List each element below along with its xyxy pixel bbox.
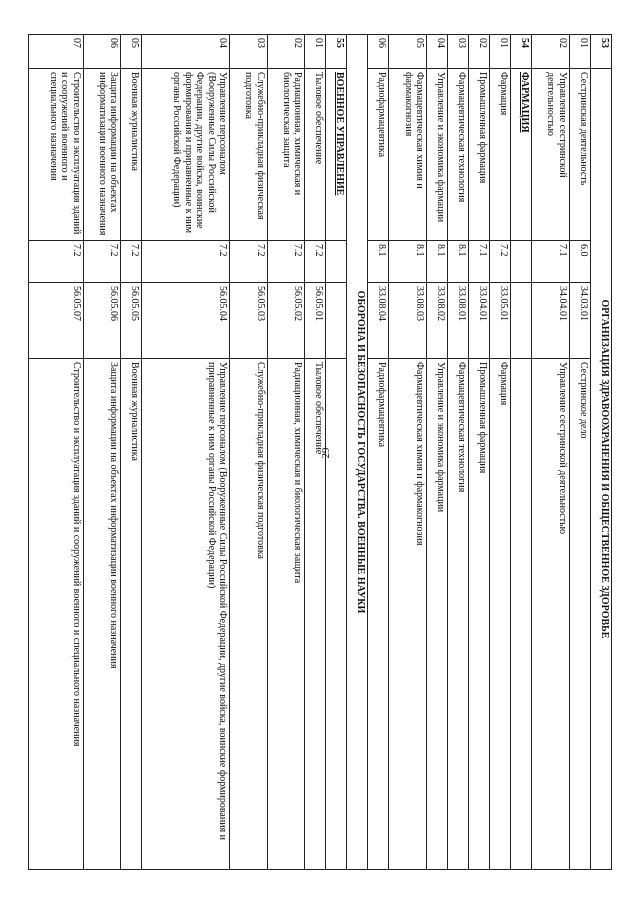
table-row xyxy=(448,35,469,870)
table-row xyxy=(142,35,230,870)
banner-row xyxy=(347,35,368,870)
section-row xyxy=(590,35,611,870)
matching-code: 33.08.03 xyxy=(389,283,427,359)
matching-name: Фармация xyxy=(490,359,511,870)
matching-name: Защита информации на объектах информатизации военного назначения xyxy=(83,359,121,870)
specialty-code: 06 xyxy=(368,35,389,69)
specialty-name: Военная журналистика xyxy=(121,69,142,241)
specialty-code: 01 xyxy=(490,35,511,69)
specialty-code: 04 xyxy=(142,35,230,69)
qualification-level: 8.1 xyxy=(368,241,389,283)
specialty-name: Управление и экономика фармации xyxy=(427,69,448,241)
specialty-name: Сестринская деятельность xyxy=(569,69,590,241)
matching-code: 33.08.04 xyxy=(368,283,389,359)
table-row xyxy=(389,35,427,870)
specialty-name: Промышленная фармация xyxy=(469,69,490,241)
specialty-name: Служебно-прикладная физическая подготовка xyxy=(230,69,268,241)
group-title: ФАРМАЦИЯ xyxy=(511,69,532,241)
matching-code: 56.05.01 xyxy=(305,283,326,359)
specialty-code: 01 xyxy=(305,35,326,69)
table-body xyxy=(29,35,612,870)
table-row xyxy=(368,35,389,870)
table-row xyxy=(267,35,305,870)
matching-code: 56.05.06 xyxy=(83,283,121,359)
matching-code: 33.08.01 xyxy=(448,283,469,359)
specialty-name: Радиофармацевтика xyxy=(368,69,389,241)
specialty-code: 03 xyxy=(230,35,268,69)
banner-title: ОБОРОНА И БЕЗОПАСНОСТЬ ГОСУДАРСТВА. ВОЕННЫЕ НАУКИ xyxy=(347,35,368,870)
specialty-name: Фармация xyxy=(490,69,511,241)
qualification-level: 8.1 xyxy=(389,241,427,283)
matching-name: Промышленная фармация xyxy=(469,359,490,870)
qualification-level: 7.2 xyxy=(490,241,511,283)
qualification-level: 7.2 xyxy=(267,241,305,283)
specialty-code: 07 xyxy=(29,35,84,69)
table-row xyxy=(230,35,268,870)
matching-code: 33.08.02 xyxy=(427,283,448,359)
specialty-code: 03 xyxy=(448,35,469,69)
specialty-name: Фармацевтическая химия и фармакогнозия xyxy=(389,69,427,241)
matching-name: Радиофармацевтика xyxy=(368,359,389,870)
group-empty-match-name xyxy=(511,359,532,870)
matching-code: 34.03.01 xyxy=(569,283,590,359)
specialty-code: 02 xyxy=(469,35,490,69)
matching-name: Фармацевтическая технология xyxy=(448,359,469,870)
matching-code: 56.05.04 xyxy=(142,283,230,359)
qualification-level: 7.2 xyxy=(83,241,121,283)
matching-name: Служебно-прикладная физическая подготовка xyxy=(230,359,268,870)
matching-code: 56.05.03 xyxy=(230,283,268,359)
matching-name: Фармацевтическая химия и фармакогнозия xyxy=(389,359,427,870)
qualification-level: 8.1 xyxy=(427,241,448,283)
group-code: 54 xyxy=(511,35,532,69)
specialty-name: Управление персоналом (Вооруженные Силы Российской Федерации, другие войска, воинские формирования и приравненные к ним органы Российской Федерации) xyxy=(142,69,230,241)
specialty-name: Управление сестринской деятельностью xyxy=(532,69,570,241)
table-rotated-wrapper xyxy=(28,34,612,870)
group-empty-match-code xyxy=(326,283,347,359)
matching-name: Управление персоналом (Вооруженные Силы Российской Федерации, другие войска, воинские формирования и приравненные к ним органы Российской Федерации) xyxy=(142,359,230,870)
specialty-code: 02 xyxy=(532,35,570,69)
specialty-code: 02 xyxy=(267,35,305,69)
section-title: ОРГАНИЗАЦИЯ ЗДРАВООХРАНЕНИЯ И ОБЩЕСТВЕННОЕ ЗДОРОВЬЕ xyxy=(590,69,611,870)
specialty-name: Радиационная, химическая и биологическая защита xyxy=(267,69,305,241)
group-row xyxy=(326,35,347,870)
table-row xyxy=(569,35,590,870)
specialty-name: Тыловое обеспечение xyxy=(305,69,326,241)
matching-code: 33.05.01 xyxy=(490,283,511,359)
matching-code: 56.05.02 xyxy=(267,283,305,359)
qualification-level: 7.2 xyxy=(230,241,268,283)
table-row xyxy=(29,35,84,870)
matching-code: 56.05.07 xyxy=(29,283,84,359)
group-empty-level xyxy=(511,241,532,283)
qualification-level: 7.2 xyxy=(305,241,326,283)
specialty-code: 05 xyxy=(121,35,142,69)
table-row xyxy=(305,35,326,870)
group-row xyxy=(511,35,532,870)
table-row xyxy=(532,35,570,870)
table-row xyxy=(469,35,490,870)
matching-name: Тыловое обеспечение xyxy=(305,359,326,870)
group-empty-match-code xyxy=(511,283,532,359)
matching-name: Сестринское дело xyxy=(569,359,590,870)
page-number: 29 xyxy=(320,447,332,459)
specialty-code: 06 xyxy=(83,35,121,69)
group-empty-level xyxy=(326,241,347,283)
specialty-code: 04 xyxy=(427,35,448,69)
matching-code: 34.04.01 xyxy=(532,283,570,359)
group-empty-match-name xyxy=(326,359,347,870)
specialty-name: Фармацевтическая технология xyxy=(448,69,469,241)
qualification-level: 7.1 xyxy=(469,241,490,283)
matching-name: Военная журналистика xyxy=(121,359,142,870)
qualification-level: 7.2 xyxy=(142,241,230,283)
specialty-code: 05 xyxy=(389,35,427,69)
specialty-name: Строительство и эксплуатация зданий и сооружений военного и специального назначения xyxy=(29,69,84,241)
qualification-level: 7.1 xyxy=(532,241,570,283)
table-row xyxy=(490,35,511,870)
table-row xyxy=(83,35,121,870)
matching-name: Радиационная, химическая и биологическая защита xyxy=(267,359,305,870)
specialty-code: 01 xyxy=(569,35,590,69)
matching-name: Управление сестринской деятельностью xyxy=(532,359,570,870)
qualification-level: 7.2 xyxy=(121,241,142,283)
matching-name: Строительство и эксплуатация зданий и сооружений военного и специального назначения xyxy=(29,359,84,870)
qualification-level: 8.1 xyxy=(448,241,469,283)
matching-code: 56.05.05 xyxy=(121,283,142,359)
qualification-level: 6.0 xyxy=(569,241,590,283)
qualification-level: 7.2 xyxy=(29,241,84,283)
matching-code: 33.04.01 xyxy=(469,283,490,359)
section-code: 53 xyxy=(590,35,611,69)
group-title: ВОЕННОЕ УПРАВЛЕНИЕ xyxy=(326,69,347,241)
matching-name: Управление и экономика фармации xyxy=(427,359,448,870)
classification-table xyxy=(28,34,612,870)
table-row xyxy=(121,35,142,870)
group-code: 55 xyxy=(326,35,347,69)
table-row xyxy=(427,35,448,870)
specialty-name: Защита информации на объектах информатизации военного назначения xyxy=(83,69,121,241)
